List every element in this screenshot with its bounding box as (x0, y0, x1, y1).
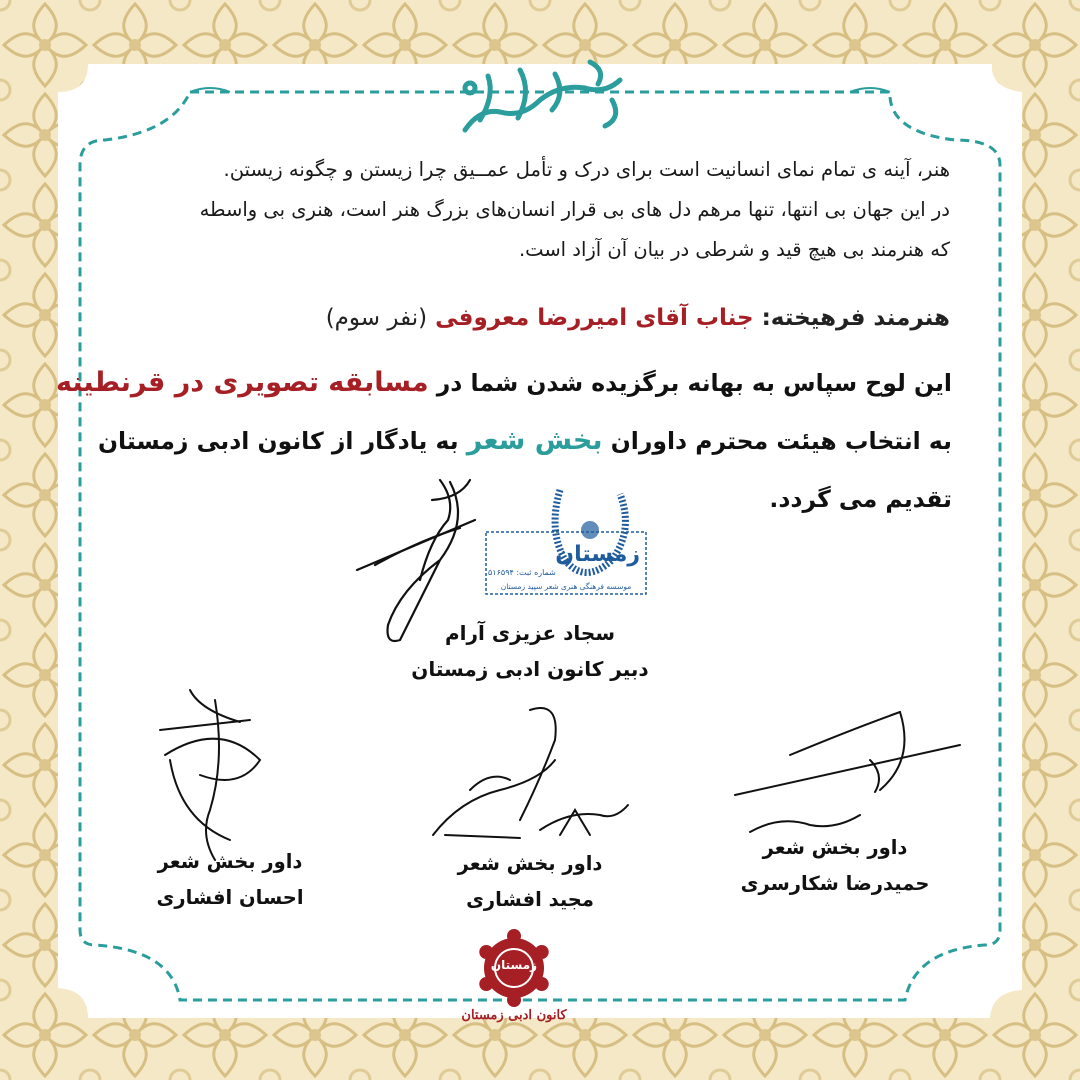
intro-line-2: در این جهان بی انتها، تنها مرهم دل های بی قرار انسان‌های بزرگ هنر است، هنری بی واسطه (199, 198, 950, 221)
judge-1-block (705, 830, 965, 902)
intro-paragraph (118, 150, 950, 270)
stamp-brand: زمستان (555, 542, 640, 567)
judge-2-name: مجید افشاری (466, 888, 594, 911)
logo-caption: کانون ادبی زمستان (461, 1008, 567, 1023)
judge-1-name: حمیدرضا شکارسری (740, 872, 930, 895)
header-calligraphy (455, 140, 635, 141)
judge-2-block (400, 846, 660, 918)
judge-3-role: داور بخش شعر (157, 850, 303, 873)
judge-3-name: احسان افشاری (156, 886, 304, 909)
intro-line-1: هنر، آینه ی تمام نمای انسانیت است برای درک و تأمل عمــیق چرا زیستن و چگونه زیستن. (223, 158, 950, 181)
body-line-1-text: این لوح سپاس به بهانه برگزیده شدن شما در (436, 369, 952, 397)
secretary-title: دبیر کانون ادبی زمستان (411, 657, 649, 681)
honoree-line (118, 296, 950, 340)
judge-2-role: داور بخش شعر (457, 852, 603, 875)
contest-title: مسابقه تصویری در قرنطینه (55, 367, 429, 398)
body-line-3: تقدیم می گردد. (769, 485, 952, 513)
secretary-name: سجاد عزیزی آرام (444, 621, 616, 645)
stamp-reg-number: ۵۱۶۵۹۴ (488, 568, 514, 577)
stamp-registration (488, 568, 556, 577)
certificate-body (55, 354, 952, 528)
intro-line-3: که هنرمند بی هیچ قید و شرطی در بیان آن آزاد است. (518, 238, 950, 261)
body-line-2-text-b: به یادگار از کانون ادبی زمستان (97, 427, 459, 455)
judge-3-block (110, 844, 350, 916)
honoree-label: هنرمند فرهیخته: (761, 305, 950, 331)
body-line-1 (55, 354, 952, 412)
stamp-reg-label: شماره ثبت: (516, 568, 556, 577)
stamp-org: موسسه فرهنگی هنری شعر سپید زمستان (500, 582, 632, 591)
body-line-2-text-a: به انتخاب هیئت محترم داوران (610, 427, 952, 455)
judge-1-role: داور بخش شعر (762, 836, 908, 859)
body-line-2 (97, 412, 952, 470)
logo-inner-text: زمستان (490, 958, 538, 972)
stamp (486, 532, 646, 594)
section-title: بخش شعر (466, 425, 603, 456)
secretary-block (380, 615, 680, 687)
honoree-name: جناب آقای امیررضا معروفی (435, 305, 754, 331)
honoree-rank: (نفر سوم) (325, 305, 428, 331)
